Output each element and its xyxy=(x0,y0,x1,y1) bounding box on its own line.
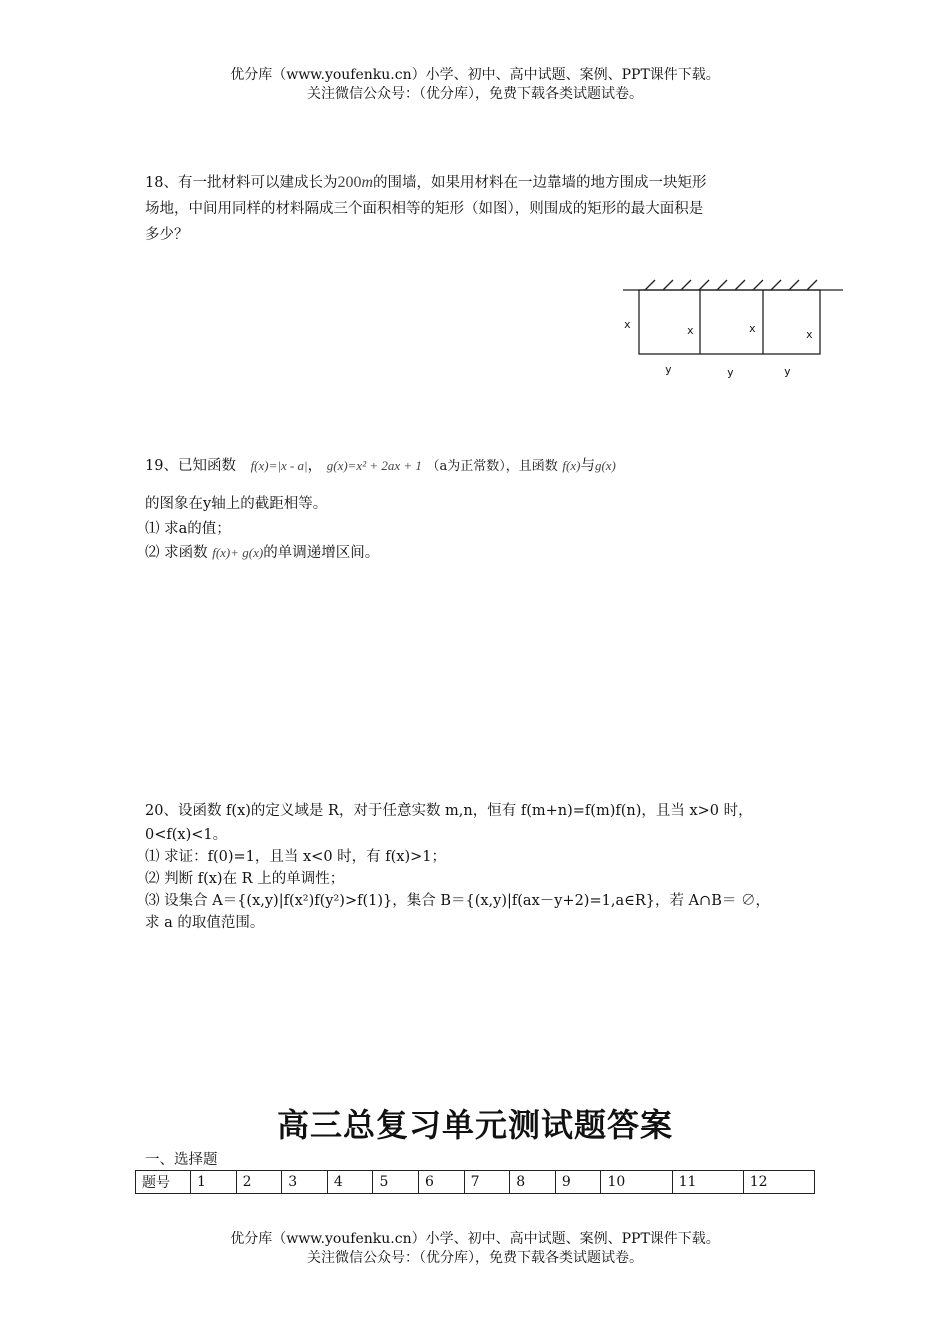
label-x-1: x xyxy=(687,324,694,337)
answer-cell-12: 12 xyxy=(743,1171,814,1194)
fence-rectangle xyxy=(639,290,820,354)
answer-cell-10: 10 xyxy=(601,1171,672,1194)
answer-title: 高三总复习单元测试题答案 xyxy=(276,1106,673,1144)
q18-wall-diagram xyxy=(615,278,850,383)
header-line-1: 优分库（www.youfenku.cn）小学、初中、高中试题、案例、PPT课件下载。 xyxy=(230,67,720,83)
label-x-2: x xyxy=(749,322,756,335)
q20-part-1: ⑴ 求证：f(0)=1，且当 x<0 时，有 f(x)>1； xyxy=(145,849,447,865)
q18-line-3: 多少？ xyxy=(145,227,189,243)
label-y-1: y xyxy=(665,363,672,376)
q19-part-2-b: 的单调递增区间。 xyxy=(263,545,380,561)
q20-part-3: ⑶ 设集合 A＝{(x,y)|f(x²)f(y²)>f(1)}，集合 B＝{(x,y)|f(ax－y+2)=1,a∈R}，若 A∩B＝ ∅， xyxy=(145,893,770,909)
answer-table-row xyxy=(136,1171,815,1194)
answer-table-header: 题号 xyxy=(136,1171,191,1194)
label-y-2: y xyxy=(727,366,734,379)
q19-part-2-a: ⑵ 求函数 xyxy=(145,545,208,561)
q19-f-def: f(x)=|x - a| xyxy=(250,458,308,473)
answer-cell-2: 2 xyxy=(236,1171,282,1194)
q20-part-4: 求 a 的取值范围。 xyxy=(145,915,265,931)
question-18 xyxy=(145,170,810,248)
answer-cell-6: 6 xyxy=(419,1171,465,1194)
answer-cell-3: 3 xyxy=(282,1171,328,1194)
answer-cell-4: 4 xyxy=(327,1171,373,1194)
page-footer xyxy=(0,1230,950,1268)
answer-cell-7: 7 xyxy=(464,1171,510,1194)
q19-gx: g(x) xyxy=(594,458,616,473)
label-x-3: x xyxy=(806,328,813,341)
answer-cell-1: 1 xyxy=(191,1171,237,1194)
section-choice-title: 一、选择题 xyxy=(145,1152,218,1168)
q19-and: 与 xyxy=(580,458,595,474)
footer-line-1: 优分库（www.youfenku.cn）小学、初中、高中试题、案例、PPT课件下载。 xyxy=(230,1231,720,1247)
answer-table xyxy=(135,1170,815,1194)
q18-line-2: 场地，中间用同样的材料隔成三个面积相等的矩形（如图），则围成的矩形的最大面积是 xyxy=(145,201,704,217)
q19-line-2: 的图象在y轴上的截距相等。 xyxy=(145,496,328,512)
question-19 xyxy=(145,448,810,565)
label-y-3: y xyxy=(784,365,791,378)
footer-line-2: 关注微信公众号：（优分库），免费下载各类试题试卷。 xyxy=(307,1250,643,1266)
q18-text-2: 的围墙，如果用材料在一边靠墙的地方围成一块矩形 xyxy=(373,175,707,191)
q19-part-2-expr: f(x)+ g(x) xyxy=(212,545,264,560)
q20-part-2: ⑵ 判断 f(x)在 R 上的单调性； xyxy=(145,871,345,887)
q19-intro: 19、已知函数 xyxy=(145,458,236,474)
answer-cell-8: 8 xyxy=(510,1171,556,1194)
answer-cell-11: 11 xyxy=(672,1171,743,1194)
label-x-outer: x xyxy=(624,318,631,331)
q18-unit: m xyxy=(361,174,374,191)
q19-part-1: ⑴ 求a的值； xyxy=(145,521,231,537)
question-20 xyxy=(145,798,810,934)
answer-cell-5: 5 xyxy=(373,1171,419,1194)
q19-comma: ， xyxy=(307,458,323,474)
answer-cell-9: 9 xyxy=(555,1171,601,1194)
q20-line-1: 20、设函数 f(x)的定义域是 R，对于任意实数 m,n，恒有 f(m+n)=f(m)f(n)，且当 x>0 时， xyxy=(145,803,753,819)
wall-hatching xyxy=(645,280,817,290)
q19-paren-note: （a为正常数），且函数 xyxy=(426,459,558,474)
q18-length: 200 xyxy=(337,174,362,191)
q19-g-def: g(x)=x² + 2ax + 1 xyxy=(326,458,422,473)
header-line-2: 关注微信公众号：（优分库），免费下载各类试题试卷。 xyxy=(307,86,643,102)
page-header xyxy=(0,66,950,104)
q20-line-2: 0<f(x)<1。 xyxy=(145,827,228,843)
q19-fx: f(x) xyxy=(562,458,581,473)
q18-text-1: 18、有一批材料可以建成长为 xyxy=(145,175,338,191)
